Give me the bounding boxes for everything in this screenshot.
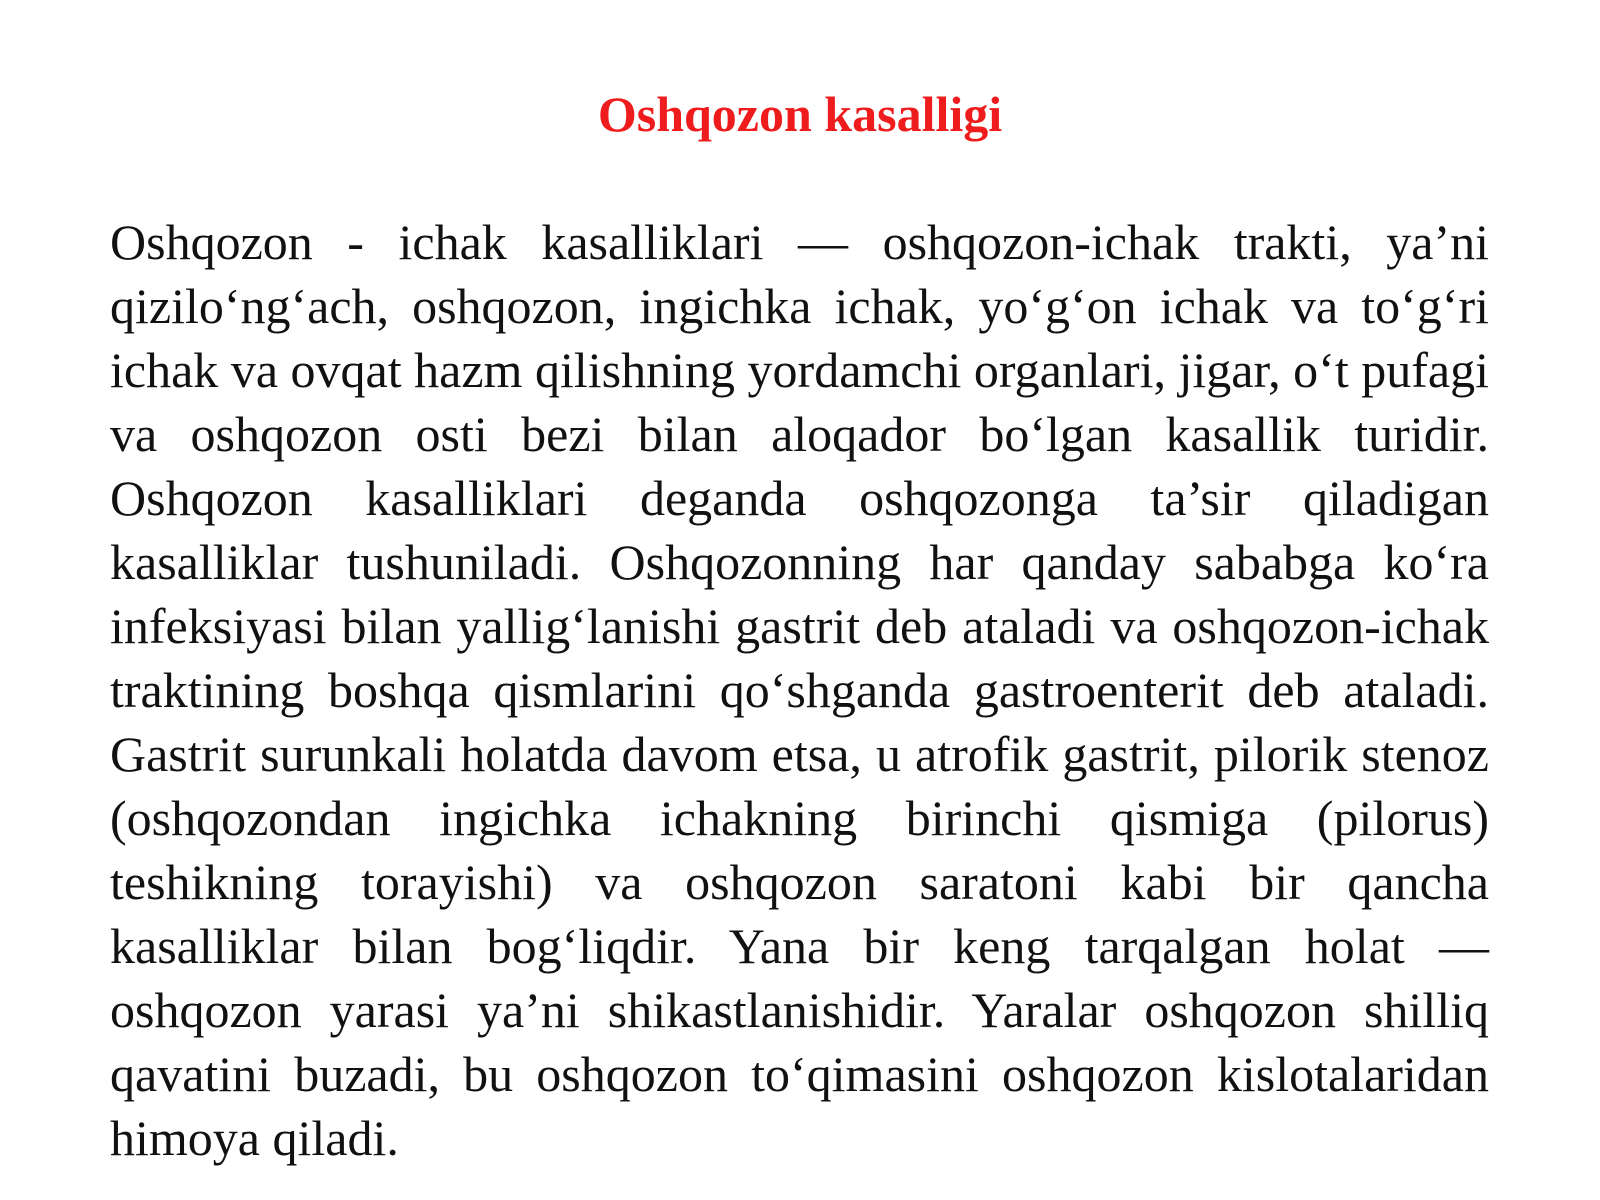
slide-title: Oshqozon kasalligi bbox=[597, 86, 1003, 142]
body-paragraph: Oshqozon - ichak kasalliklari — oshqozon-ichak trakti, ya’ni qizilo‘ng‘ach, oshqozon, ingichka ichak, yo‘g‘on ichak va to‘g‘ri ichak va ovqat hazm qilishning yordamchi organlari, jigar, o‘t pufagi va oshqozon osti bezi bilan aloqador bo‘lgan kasallik turidir. Oshqozon kasalliklari deganda oshqozonga ta’sir qiladigan kasalliklar tushuniladi. Oshqozonning har qanday sababga ko‘ra infeksiyasi bilan yallig‘lanishi gastrit deb ataladi va oshqozon-ichak traktining boshqa qismlarini qo‘shganda gastroenterit deb ataladi. Gastrit surunkali holatda davom etsa, u atrofik gastrit, pilorik stenoz (oshqozondan ingichka ichakning birinchi qismiga (pilorus) teshikning torayishi) va oshqozon saratoni kabi bir qancha kasalliklar bilan bog‘liqdir. Yana bir keng tarqalgan holat — oshqozon yarasi ya’ni shikastlanishidir. Yaralar oshqozon shilliq qavatini buzadi, bu oshqozon to‘qimasini oshqozon kislotalaridan himoya qiladi. bbox=[110, 214, 1489, 1166]
